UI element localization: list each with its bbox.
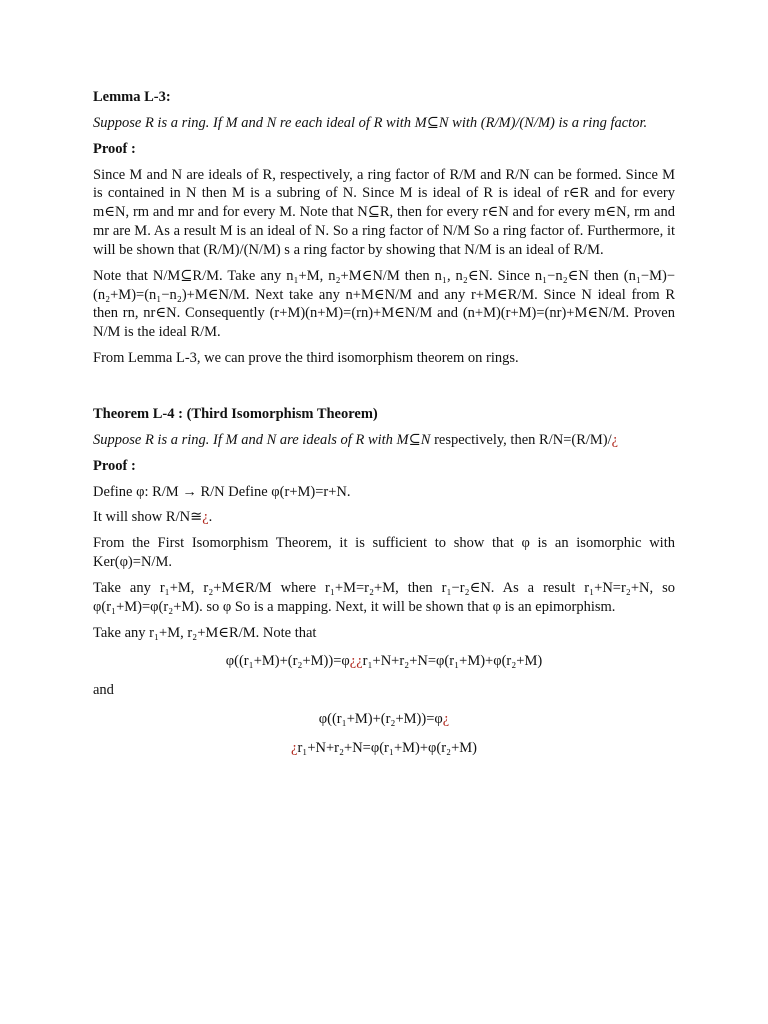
- lemma-closing: From Lemma L-3, we can prove the third isomorphism theorem on rings.: [93, 350, 519, 367]
- lemma-proof-label: Proof :: [93, 140, 136, 157]
- theorem-proof-label: Proof :: [93, 457, 136, 474]
- equation-1: [93, 652, 675, 671]
- equation-3: [93, 739, 675, 758]
- equation-1-right: r₁+N+r₂+N=φ(r₁+M)+φ(r₂+M): [362, 653, 543, 670]
- equation-2-left: φ((r₁+M)+(r₂+M))=φ: [318, 711, 443, 728]
- broken-glyph-mark: ¿: [202, 509, 209, 526]
- theorem-title: Theorem L-4 : (Third Isomorphism Theorem): [93, 405, 378, 422]
- lemma-proof-paragraph-2: Note that N/M⊆R/M. Take any n₁+M, n₂+M∈N/M then n₁, n₂∈N. Since n₁−n₂∈N then (n₁−M)−(n₂+M)=(n₁−n₂)+M∈N/M. Next take any n+M∈N/M and any r+M∈R/M. Since N ideal from R then rn, nr∈N. Consequently (r+M)(n+M)=(rn)+M∈N/M and (n+M)(r+M)=(nr)+M∈N/M. Proven N/M is the ideal R/M.: [93, 267, 675, 341]
- lemma-proof-paragraph-1: Since M and N are ideals of R, respectively, a ring factor of R/M and R/N can be formed. Since M is contained in N then M is a subring of N. Since M is ideal of R is ideal of r∈R and for every m∈N, rm and mr and for every M. Note that N⊆R, then for every r∈N and for every m∈N, rm and mr are M. As a result M is an ideal of N. So a ring factor of N/M So a ring factor of. Furthermore, it will be shown that (R/M)/(N/M) s a ring factor by showing that N/M is an ideal of R/M.: [93, 166, 675, 258]
- theorem-take-any: Take any r₁+M, r₂+M∈R/M. Note that: [93, 624, 317, 641]
- equation-1-left: φ((r₁+M)+(r₂+M))=φ: [225, 653, 350, 670]
- theorem-first-iso: From the First Isomorphism Theorem, it is sufficient to show that φ is an isomorphic with Ker(φ)=N/M.: [93, 535, 675, 571]
- equation-2: [93, 710, 675, 729]
- broken-glyph-mark: ¿¿: [349, 653, 363, 670]
- document-content: [93, 88, 675, 766]
- theorem-statement: [93, 431, 675, 450]
- theorem-statement-italic: Suppose R is a ring. If M and N are ideals of R with M⊆N: [93, 431, 431, 448]
- theorem-show-prefix: It will show R/N≅: [93, 509, 203, 526]
- lemma-title: Lemma L-3:: [93, 89, 171, 105]
- broken-glyph-mark: ¿: [291, 739, 298, 756]
- theorem-show: [93, 508, 675, 527]
- equation-3-right: r₁+N+r₂+N=φ(r₁+M)+φ(r₂+M): [297, 739, 477, 756]
- and-text: and: [93, 682, 114, 699]
- theorem-show-suffix: .: [208, 509, 213, 526]
- broken-glyph-mark: ¿: [611, 431, 619, 448]
- theorem-mapping: Take any r₁+M, r₂+M∈R/M where r₁+M=r₂+M, then r₁−r₂∈N. As a result r₁+N=r₂+N, so φ(r₁+M)=φ(r₂+M). so φ So is a mapping. Next, it will be shown that φ is an epimorphism.: [93, 579, 675, 615]
- theorem-define: Define φ: R/M → R/N Define φ(r+M)=r+N.: [93, 483, 351, 500]
- section-gap: [93, 375, 675, 405]
- broken-glyph-mark: ¿: [442, 711, 450, 728]
- lemma-statement: Suppose R is a ring. If M and N re each ideal of R with M⊆N with (R/M)/(N/M) is a ring factor.: [93, 114, 648, 131]
- theorem-statement-rest: respectively, then R/N=(R/M)/: [430, 431, 612, 448]
